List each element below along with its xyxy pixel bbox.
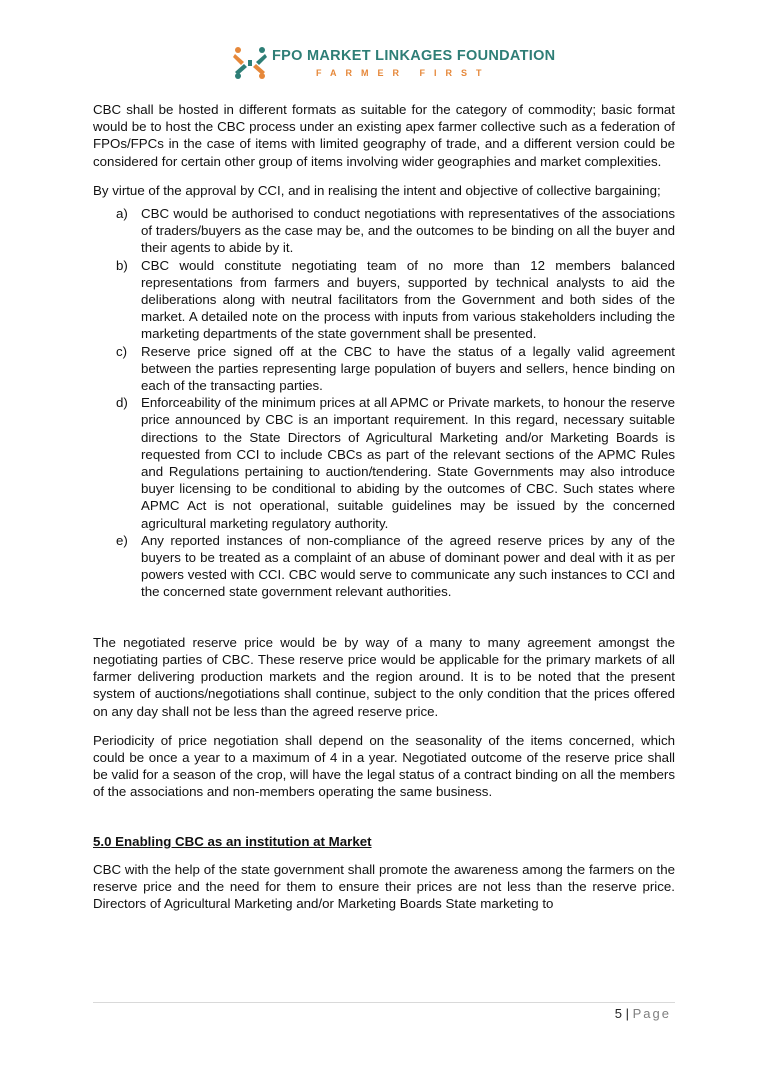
paragraph-cbc-formats: CBC shall be hosted in different formats as suitable for the category of commodity; basic format would be to host the CBC process under an existing apex farmer collective such as a federation of FPOs/FPCs in the case of items with limited geography of trade, and a different version could be considered for certain other group of items involving wider geographies and market complexities. [93, 102, 675, 169]
footer-separator: | [625, 1006, 629, 1021]
paragraph-cci-approval: By virtue of the approval by CCI, and in realising the intent and objective of collective bargaining; [93, 182, 661, 198]
list-marker: d) [116, 395, 128, 411]
org-name: FPO MARKET LINKAGES FOUNDATION [272, 48, 556, 64]
document-body [93, 101, 675, 912]
list-marker: e) [116, 532, 128, 548]
list-item [93, 394, 675, 532]
farmer-figures-logo-icon [232, 44, 268, 82]
org-tagline: FARMER FIRST [316, 68, 491, 78]
list-item [93, 257, 675, 343]
list-item-text: CBC would constitute negotiating team of no more than 12 members balanced representations from farmers and buyers, supported by technical analysts to aid the deliberations along with neutral facilitators from the Government and both sides of the market. A detailed note on the process with inputs from various stakeholders including the marketing departments of the state government shall be presented. [141, 257, 675, 342]
header-logo [232, 44, 556, 84]
section-heading: 5.0 Enabling CBC as an institution at Market [93, 833, 372, 849]
list-marker: b) [116, 257, 128, 273]
list-item [93, 532, 675, 601]
list-marker: c) [116, 343, 128, 359]
page-footer [615, 1006, 671, 1021]
list-item-text: Reserve price signed off at the CBC to have the status of a legally valid agreement between the parties representing large population of buyers and sellers, hence binding on each of the transacting parties. [141, 343, 675, 394]
list-item-text: Enforceability of the minimum prices at all APMC or Private markets, to honour the reserve price announced by CBC is an important requirement. In this regard, necessary suitable directions to the State Directors of Agricultural Marketing and/or Marketing Boards is requested from CCI to include CBCs as part of the relevant sections of the APMC Rules and Regulations pertaining to auction/tendering. State Governments may also introduce buyer licensing to be conditional to abiding by the outcomes of CBC. Such states where APMC Act is not operational, suitable guidelines may be issued by the concerned agricultural marketing regulatory authority. [141, 395, 675, 531]
list-item-text: Any reported instances of non-compliance of the agreed reserve prices by any of the buyers to be treated as a complaint of an abuse of dominant power and deal with it as per powers vested with CCI. CBC would serve to communicate any such instances to CCI and the concerned state government relevant authorities. [141, 532, 675, 600]
paragraph-enabling-cbc: CBC with the help of the state government shall promote the awareness among the farmers on the reserve price and the need for them to ensure their prices are not less than the reserve price. Directors of Agricultural Marketing and/or Marketing Boards State marketing to [93, 861, 675, 912]
paragraph-reserve-price: The negotiated reserve price would be by way of a many to many agreement amongst the negotiating parties of CBC. These reserve price would be applicable for the primary markets of all farmer delivering production markets and the region around. It is to be noted that the present system of auctions/negotiations shall continue, subject to the only condition that the prices offered on any day shall not be less than the agreed reserve price. [93, 634, 675, 719]
list-item [93, 343, 675, 395]
footer-divider [93, 1002, 675, 1003]
page-label: Page [632, 1006, 671, 1021]
list-item-text: CBC would be authorised to conduct negotiations with representatives of the associations of traders/buyers as the case may be, and the outcomes to be binding on all the buyer and their agents to abide by it. [141, 206, 675, 256]
list-marker: a) [116, 206, 128, 222]
list-item [93, 205, 675, 257]
page-number: 5 [614, 1006, 622, 1021]
paragraph-periodicity: Periodicity of price negotiation shall depend on the seasonality of the items concerned, which could be once a year to a maximum of 4 in a year. Negotiated outcome of the reserve price shall be valid for a season of the crop, will have the legal status of a contract binding on all the members of the associations and non-members operating the same business. [93, 732, 675, 800]
provisions-list [93, 205, 675, 601]
